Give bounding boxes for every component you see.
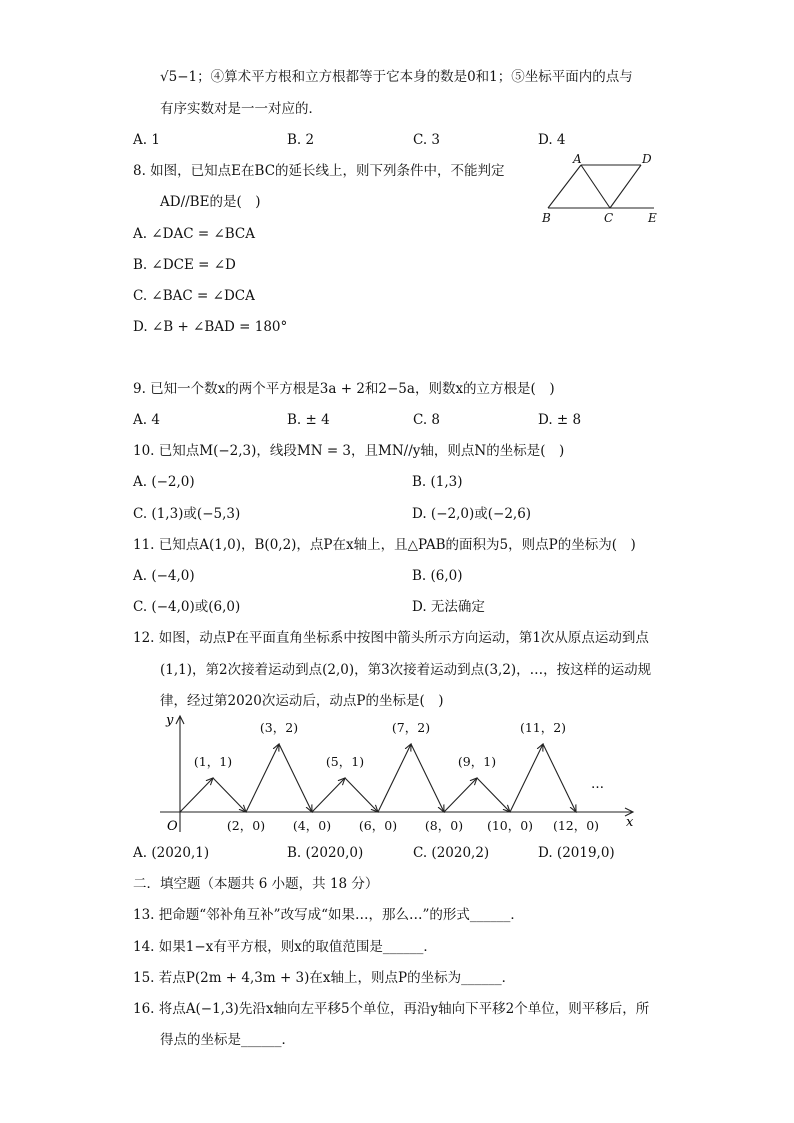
q7-line1: √5−1；④算术平方根和立方根都等于它本身的数是0和1；⑤坐标平面内的点与: [160, 69, 633, 85]
point-label-10: (10，0): [486, 818, 534, 833]
q15-stem: 15. 若点P(2m + 4,3m + 3)在x轴上，则点P的坐标为______．: [133, 970, 516, 986]
q9-option-a: A. 4: [133, 412, 160, 428]
q10-option-c: C. (1,3)或(−5,3): [133, 506, 241, 522]
q10-option-d: D. (−2,0)或(−2,6): [412, 506, 532, 522]
q9-option-c: C. 8: [413, 412, 441, 428]
q12-option-a: A. (2020,1): [133, 845, 210, 861]
q11-option-d: D. 无法确定: [412, 599, 485, 615]
motion-step-2: [213, 778, 246, 812]
section-2-title: 二．填空题（本题共 6 小题，共 18 分）: [133, 876, 379, 892]
q10-option-b: B. (1,3): [412, 474, 463, 490]
y-axis-label: y: [166, 713, 174, 728]
point-label-4: (4，0): [292, 818, 332, 833]
label-c: C: [604, 211, 614, 225]
motion-step-5: [312, 778, 345, 812]
motion-step-9: [444, 778, 477, 812]
q12-motion-graph: [155, 708, 645, 843]
q14-stem: 14. 如果1−x有平方根，则x的取值范围是______．: [133, 939, 437, 955]
point-label-11: (11，2): [519, 720, 567, 735]
point-label-12: (12，0): [552, 818, 600, 833]
motion-step-8: [411, 744, 444, 812]
q16-line2: 得点的坐标是______．: [160, 1032, 295, 1048]
q11-option-b: B. (6,0): [412, 568, 463, 584]
q9-option-b: B. ± 4: [287, 412, 330, 428]
q11-stem: 11. 已知点A(1,0)，B(0,2)，点P在x轴上，且△PAB的面积为5，则点P的坐标为( ): [133, 537, 636, 553]
q10-option-a: A. (−2,0): [133, 474, 195, 490]
q8-parallelogram-figure: [536, 150, 666, 225]
q16-line1: 16. 将点A(−1,3)先沿x轴向左平移5个单位，再沿y轴向下平移2个单位，则平移后，所: [133, 1001, 650, 1017]
label-a: A: [573, 152, 582, 166]
q13-stem: 13. 把命题“邻补角互补”改写成“如果…，那么…”的形式______．: [133, 907, 524, 923]
q12-line1: 12. 如图，动点P在平面直角坐标系中按图中箭头所示方向运动，第1次从原点运动到点: [133, 630, 649, 646]
point-label-6: (6，0): [358, 818, 398, 833]
q8-line1: 8. 如图，已知点E在BC的延长线上，则下列条件中，不能判定: [133, 163, 505, 179]
q8-line2: AD//BE的是( ): [160, 194, 261, 210]
segment-ab: [548, 165, 581, 208]
q9-option-d: D. ± 8: [538, 412, 582, 428]
point-label-7: (7，2): [391, 720, 431, 735]
point-label-8: (8，0): [424, 818, 464, 833]
motion-step-6: [345, 778, 378, 812]
q8-option-c: C. ∠BAC = ∠DCA: [133, 288, 255, 304]
q7-line2: 有序实数对是一一对应的．: [160, 101, 322, 117]
point-label-1: (1，1): [193, 754, 233, 769]
motion-step-12: [543, 744, 576, 812]
q7-option-d: D. 4: [538, 132, 566, 148]
point-label-3: (3，2): [259, 720, 299, 735]
origin-label: O: [167, 819, 178, 834]
q11-option-a: A. (−4,0): [133, 568, 195, 584]
segment-dc: [610, 165, 641, 208]
q12-line2: (1,1)，第2次接着运动到点(2,0)，第3次接着运动到点(3,2)，…，按这样的运动规: [160, 662, 652, 678]
motion-step-1: [180, 778, 213, 812]
label-b: B: [542, 211, 551, 225]
point-label-2: (2，0): [226, 818, 266, 833]
motion-step-7: [378, 744, 411, 812]
motion-step-4: [279, 744, 312, 812]
q8-option-d: D. ∠B + ∠BAD = 180°: [133, 319, 288, 335]
point-label-5: (5，1): [325, 754, 365, 769]
q7-option-c: C. 3: [413, 132, 441, 148]
q8-option-b: B. ∠DCE = ∠D: [133, 257, 236, 273]
x-axis-label: x: [626, 815, 634, 830]
q7-option-a: A. 1: [133, 132, 160, 148]
q12-option-b: B. (2020,0): [287, 845, 364, 861]
q9-stem: 9. 已知一个数x的两个平方根是3a + 2和2−5a，则数x的立方根是( ): [133, 381, 555, 397]
q12-option-c: C. (2020,2): [413, 845, 490, 861]
q8-option-a: A. ∠DAC = ∠BCA: [133, 226, 256, 242]
q12-option-d: D. (2019,0): [538, 845, 615, 861]
label-d: D: [642, 152, 652, 166]
continuation-ellipsis: …: [591, 777, 604, 792]
q12-line3: 律，经过第2020次运动后，动点P的坐标是( ): [160, 693, 444, 709]
motion-step-11: [510, 744, 543, 812]
q10-stem: 10. 已知点M(−2,3)，线段MN = 3，且MN//y轴，则点N的坐标是( ): [133, 443, 565, 459]
label-e: E: [648, 211, 657, 225]
motion-step-10: [477, 778, 510, 812]
point-label-9: (9，1): [457, 754, 497, 769]
motion-step-3: [246, 744, 279, 812]
q11-option-c: C. (−4,0)或(6,0): [133, 599, 241, 615]
segment-ac: [581, 165, 610, 208]
q7-option-b: B. 2: [287, 132, 315, 148]
